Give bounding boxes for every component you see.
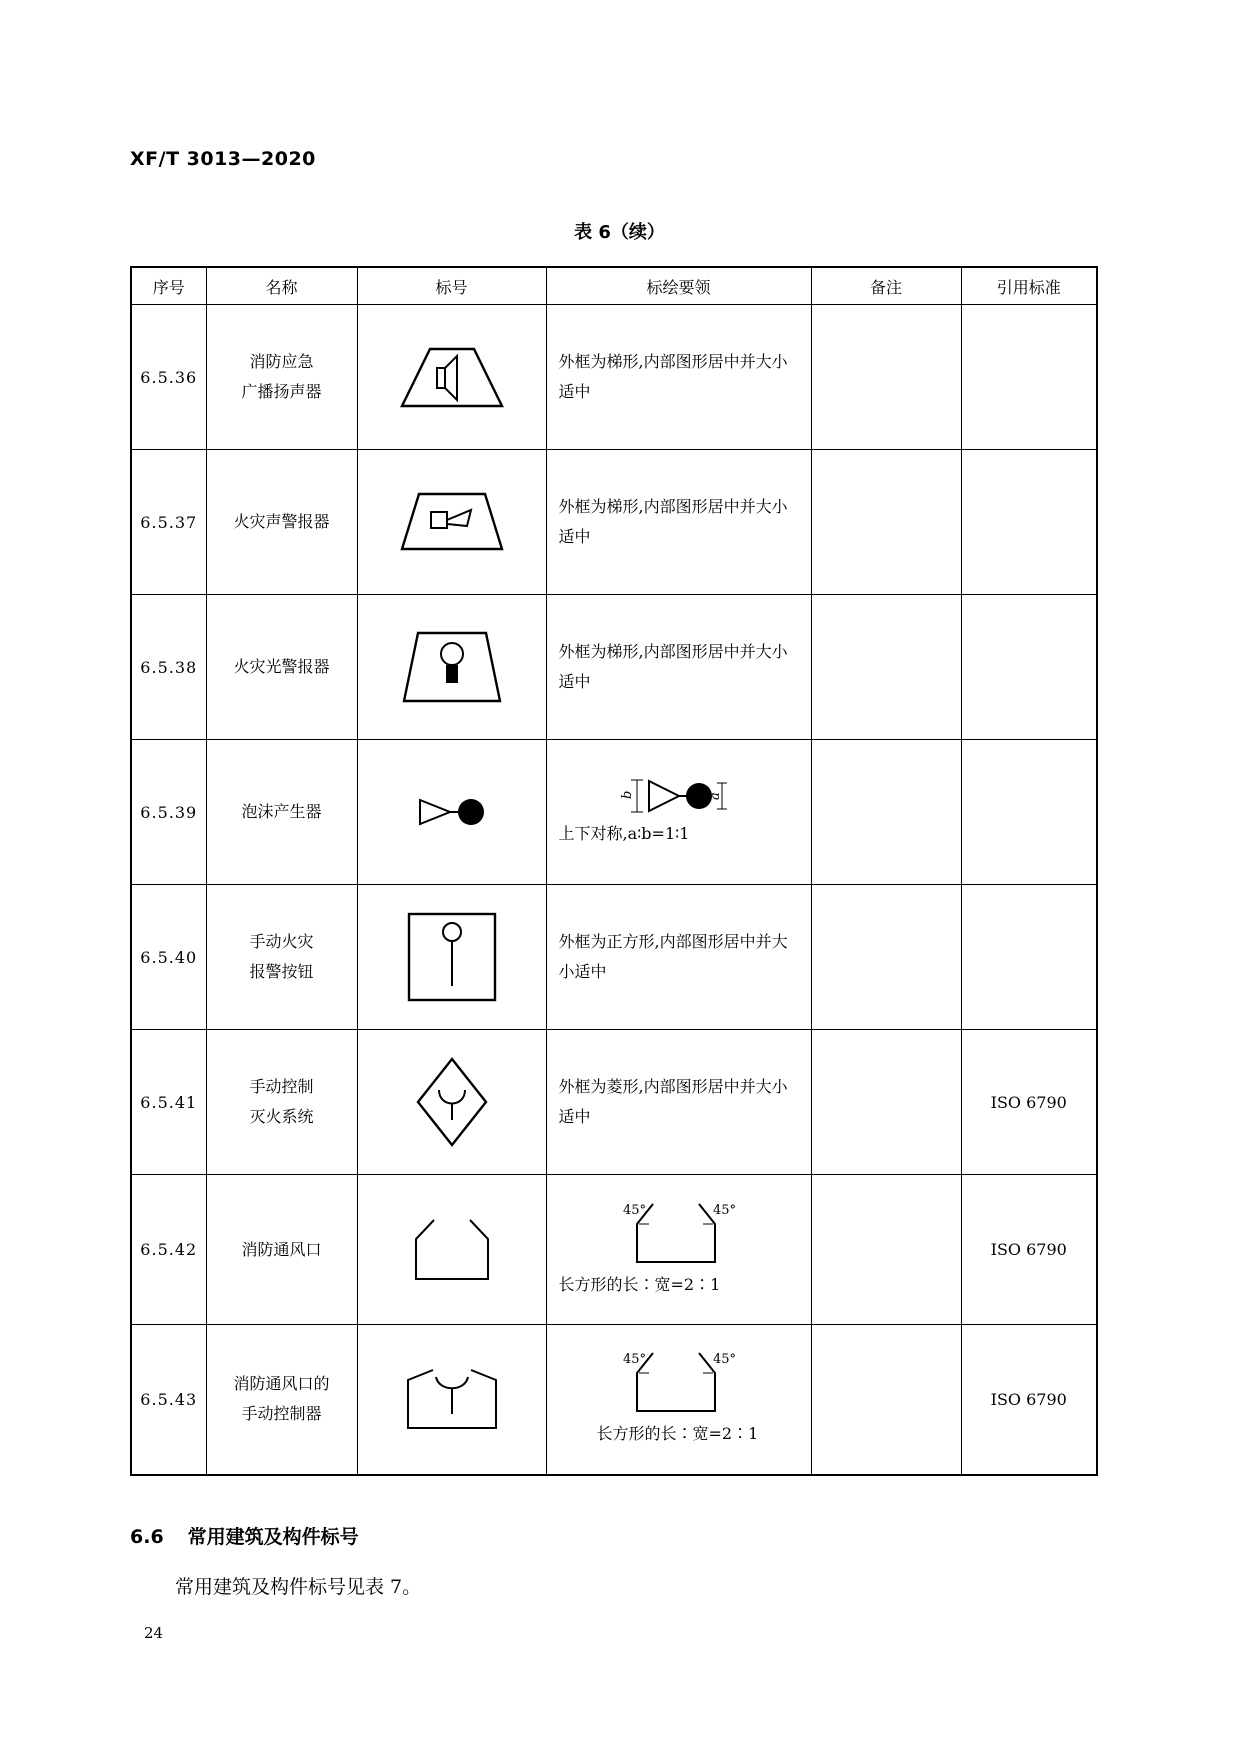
section-title: 常用建筑及构件标号 (187, 1526, 359, 1548)
name-line: 消防通风口的 (233, 1374, 330, 1394)
column-header: 备注 (811, 267, 961, 305)
key-cell (546, 740, 811, 885)
row-name (206, 1325, 357, 1475)
foam-generator-dimension-diagram (619, 775, 809, 819)
dimension-label: b (619, 790, 635, 799)
table-row (131, 1030, 1097, 1175)
key-cell (546, 1175, 811, 1325)
row-number: 6.5.36 (131, 305, 206, 450)
row-number: 6.5.39 (131, 740, 206, 885)
key-text: 上下对称,a∶b=1∶1 (558, 824, 690, 843)
name-line: 灭火系统 (249, 1107, 314, 1126)
note-cell (811, 305, 961, 450)
note-cell (811, 1030, 961, 1175)
ventilation-dimension-diagram (623, 1200, 743, 1270)
key-text: 外框为菱形,内部图形居中并大小适中 (558, 1077, 788, 1126)
symbol-cell (357, 740, 546, 885)
name-line: 手动火灾 (249, 932, 314, 951)
standard-code: XF/T 3013—2020 (130, 148, 316, 170)
fire-sound-alarm-icon (397, 489, 507, 555)
standard-cell (961, 740, 1097, 885)
standard-cell: ISO 6790 (961, 1030, 1097, 1175)
symbol-cell (357, 1325, 546, 1475)
standard-cell (961, 885, 1097, 1030)
table-row (131, 1325, 1097, 1475)
key-text: 外框为梯形,内部图形居中并大小适中 (558, 352, 788, 401)
row-number: 6.5.43 (131, 1325, 206, 1475)
name-line: 报警按钮 (249, 962, 314, 981)
column-header: 引用标准 (961, 267, 1097, 305)
standard-cell: ISO 6790 (961, 1325, 1097, 1475)
angle-label: 45° (712, 1352, 736, 1368)
table-row (131, 595, 1097, 740)
symbol-cell (357, 1175, 546, 1325)
key-text: 长方形的长∶宽=2∶1 (596, 1424, 759, 1444)
table-header-row (131, 267, 1097, 305)
note-cell (811, 885, 961, 1030)
row-number: 6.5.38 (131, 595, 206, 740)
table-title: 表 6（续） (574, 222, 665, 243)
standard-cell (961, 450, 1097, 595)
note-cell (811, 1175, 961, 1325)
ventilation-manual-controller-icon (403, 1366, 501, 1432)
row-name (206, 450, 357, 595)
foam-generator-icon (412, 792, 492, 832)
table-row (131, 885, 1097, 1030)
standard-cell (961, 595, 1097, 740)
note-cell (811, 450, 961, 595)
column-header: 标绘要领 (546, 267, 811, 305)
name-line: 手动控制器 (241, 1404, 322, 1424)
key-cell (546, 885, 811, 1030)
row-number: 6.5.42 (131, 1175, 206, 1325)
row-number: 6.5.37 (131, 450, 206, 595)
note-cell (811, 740, 961, 885)
row-number: 6.5.41 (131, 1030, 206, 1175)
column-header: 名称 (206, 267, 357, 305)
table-row (131, 1175, 1097, 1325)
table-row (131, 450, 1097, 595)
ventilation-controller-dimension-diagram (623, 1349, 743, 1419)
row-name (206, 595, 357, 740)
row-name (206, 1030, 357, 1175)
symbol-cell (357, 885, 546, 1030)
name-line: 消防应急 (249, 352, 314, 371)
note-cell (811, 595, 961, 740)
standard-cell (961, 305, 1097, 450)
standard-cell: ISO 6790 (961, 1175, 1097, 1325)
note-cell (811, 1325, 961, 1475)
symbol-cell (357, 595, 546, 740)
symbol-cell (357, 305, 546, 450)
name-line: 火灾声警报器 (233, 512, 330, 531)
symbol-table (130, 266, 1098, 1476)
fire-ventilation-opening-icon (412, 1217, 492, 1283)
column-header: 序号 (131, 267, 206, 305)
page-number: 24 (144, 1624, 164, 1642)
name-line: 广播扬声器 (241, 382, 322, 401)
key-text: 外框为梯形,内部图形居中并大小适中 (558, 497, 788, 546)
section-heading (130, 1522, 359, 1549)
angle-label: 45° (622, 1352, 646, 1368)
section-paragraph: 常用建筑及构件标号见表 7。 (175, 1576, 422, 1598)
name-line: 泡沫产生器 (241, 802, 322, 821)
key-cell (546, 1030, 811, 1175)
row-name (206, 305, 357, 450)
key-cell (546, 1325, 811, 1475)
row-number: 6.5.40 (131, 885, 206, 1030)
emergency-broadcast-speaker-icon (397, 344, 507, 410)
symbol-cell (357, 450, 546, 595)
angle-label: 45° (712, 1202, 736, 1218)
key-cell (546, 450, 811, 595)
row-name (206, 740, 357, 885)
key-text: 外框为正方形,内部图形居中并大小适中 (558, 932, 788, 981)
name-line: 手动控制 (249, 1077, 314, 1096)
section-number: 6.6 (130, 1526, 164, 1548)
key-cell (546, 305, 811, 450)
key-cell (546, 595, 811, 740)
row-name (206, 1175, 357, 1325)
table-row (131, 305, 1097, 450)
row-name (206, 885, 357, 1030)
key-text: 外框为梯形,内部图形居中并大小适中 (558, 642, 788, 691)
angle-label: 45° (622, 1202, 646, 1218)
key-text: 长方形的长∶宽=2∶1 (558, 1274, 721, 1294)
column-header: 标号 (357, 267, 546, 305)
table-row (131, 740, 1097, 885)
name-line: 火灾光警报器 (233, 657, 330, 676)
fire-light-alarm-icon (400, 629, 504, 705)
name-line: 消防通风口 (241, 1239, 322, 1259)
manual-control-extinguishing-system-icon (415, 1056, 489, 1148)
dimension-label: a (707, 792, 723, 800)
manual-fire-alarm-button-icon (406, 911, 498, 1003)
symbol-cell (357, 1030, 546, 1175)
